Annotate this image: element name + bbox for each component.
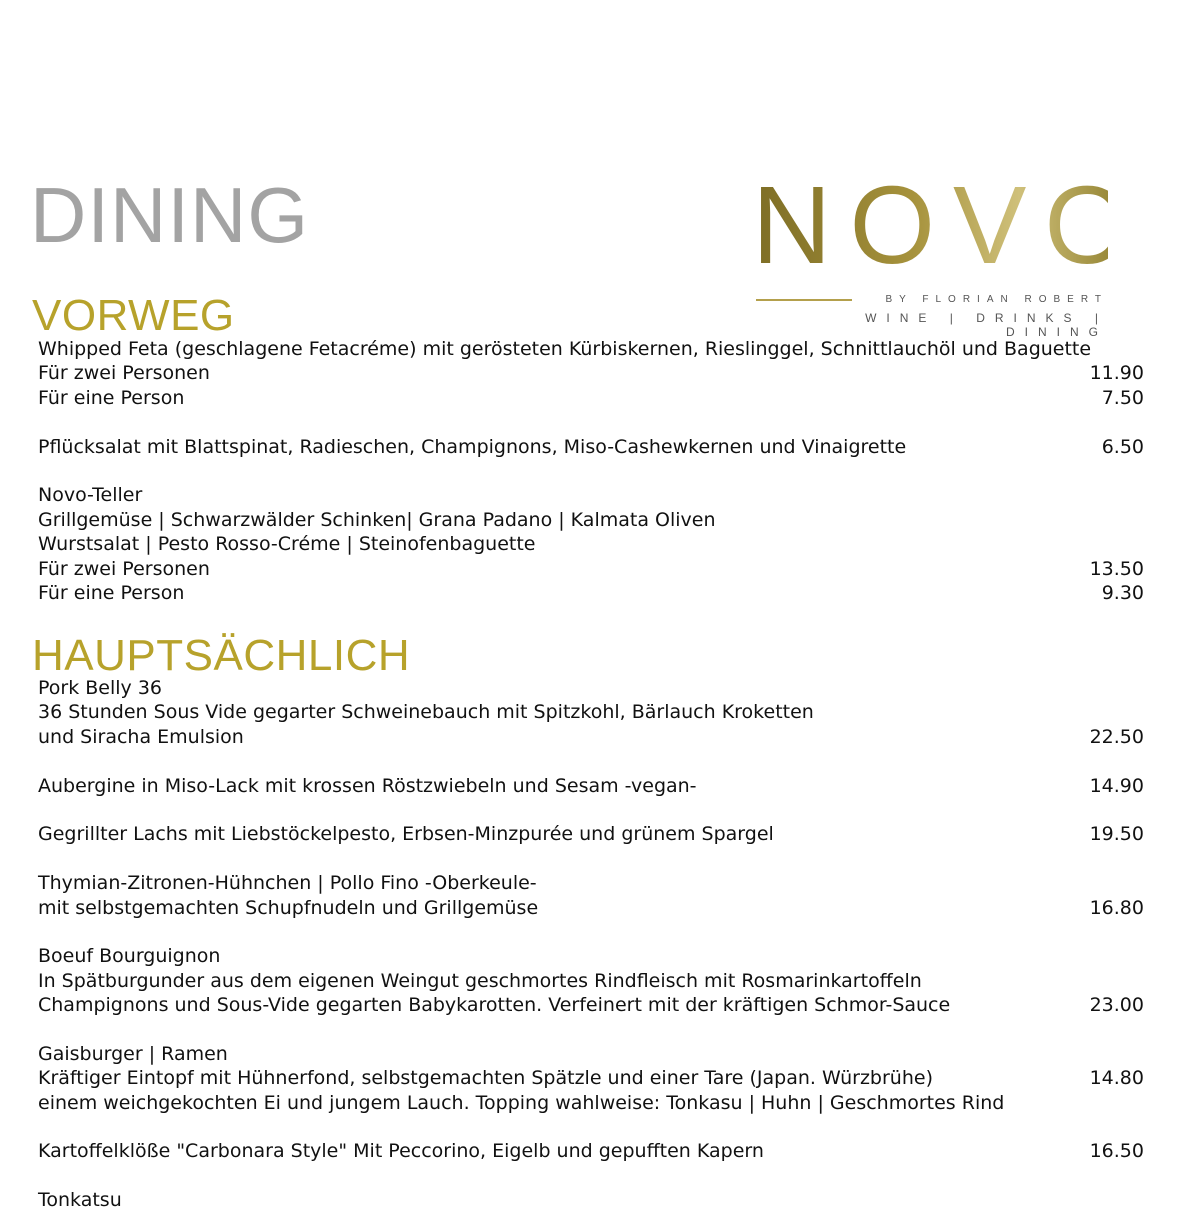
menu-price: 19.50: [1089, 823, 1144, 846]
menu-line-text: Für zwei Personen: [38, 362, 210, 385]
menu-price: 9.30: [1101, 581, 1144, 604]
logo-divider: [756, 299, 852, 301]
spacer: [38, 798, 1168, 822]
menu-line: [38, 944, 1168, 968]
menu-line-text: Kartoffelklöße "Carbonara Style" Mit Peccorino, Eigelb und gepufften Kapern: [38, 1140, 764, 1163]
menu-line-text: Für eine Person: [38, 386, 185, 409]
menu-price: 6.50: [1101, 435, 1144, 458]
novo-logo: [752, 164, 1148, 339]
menu-price: 11.90: [1089, 362, 1144, 385]
menu-line: [38, 532, 1168, 556]
menu-line: [38, 822, 1168, 846]
menu-line-text: und Siracha Emulsion: [38, 725, 244, 748]
menu-line: [38, 969, 1168, 993]
menu-line: [38, 993, 1168, 1017]
menu-line-text: Whipped Feta (geschlagene Fetacréme) mit gerösteten Kürbiskernen, Rieslinggel, Schnittlauchöl und Baguette: [38, 338, 1092, 360]
menu-price: 23.00: [1089, 994, 1144, 1017]
menu-line-text: Pflücksalat mit Blattspinat, Radieschen, Champignons, Miso-Cashewkernen und Vinaigrette: [38, 435, 907, 458]
menu-line-text: Pork Belly 36: [38, 677, 163, 699]
menu-line-text: Novo-Teller: [38, 484, 143, 507]
menu-list-hauptsaechlich: [38, 676, 1168, 1213]
logo-wordmark: NOVO: [752, 164, 1148, 287]
spacer: [38, 459, 1168, 483]
menu-line: [38, 1091, 1168, 1115]
menu-line-text: Thymian-Zitronen-Hühnchen | Pollo Fino -Oberkeule-: [38, 872, 537, 895]
menu-line-text: Grillgemüse | Schwarzwälder Schinken| Grana Padano | Kalmata Oliven: [38, 508, 716, 531]
menu-price: 14.90: [1089, 774, 1144, 797]
menu-list-vorweg: [38, 337, 1168, 605]
menu-line: [38, 337, 1168, 361]
logo-tagline: WINE | DRINKS | DINING: [865, 311, 1108, 339]
menu-line-text: Wurstsalat | Pesto Rosso-Créme | Steinofenbaguette: [38, 533, 536, 556]
spacer: [38, 847, 1168, 871]
spacer: [38, 1164, 1168, 1188]
menu-line: [38, 386, 1168, 410]
menu-line: [38, 361, 1168, 385]
menu-line: [38, 483, 1168, 507]
spacer: [38, 410, 1168, 434]
menu-price: 16.80: [1089, 896, 1144, 919]
menu-line-text: Champignons und Sous-Vide gegarten Babykarotten. Verfeinert mit der kräftigen Schmor-Sauce: [38, 994, 951, 1017]
menu-price: 7.50: [1101, 386, 1144, 409]
menu-line-text: Aubergine in Miso-Lack mit krossen Röstzwiebeln und Sesam -vegan-: [38, 774, 697, 797]
page-title: DINING: [30, 171, 309, 259]
menu-line: [38, 774, 1168, 798]
menu-line: [38, 700, 1168, 724]
menu-line-text: Gegrillter Lachs mit Liebstöckelpesto, Erbsen-Minzpurée und grünem Spargel: [38, 823, 774, 846]
menu-line: [38, 1139, 1168, 1163]
menu-price: 13.50: [1089, 557, 1144, 580]
menu-line-text: In Spätburgunder aus dem eigenen Weingut geschmortes Rindfleisch mit Rosmarinkartoffeln: [38, 969, 922, 992]
menu-line-text: Kräftiger Eintopf mit Hühnerfond, selbstgemachten Spätzle und einer Tare (Japan. Würzbrühe): [38, 1067, 933, 1090]
menu-line: [38, 508, 1168, 532]
section-heading-vorweg: VORWEG: [32, 291, 235, 340]
menu-line: [38, 896, 1168, 920]
menu-line: [38, 725, 1168, 749]
menu-price: 22.50: [1089, 725, 1144, 748]
spacer: [38, 920, 1168, 944]
logo-byline: BY FLORIAN ROBERT: [885, 294, 1108, 305]
section-heading-hauptsaechlich: HAUPTSÄCHLICH: [32, 631, 411, 680]
menu-line-text: 36 Stunden Sous Vide gegarter Schweinebauch mit Spitzkohl, Bärlauch Kroketten: [38, 701, 814, 724]
menu-line-text: Für eine Person: [38, 581, 185, 604]
menu-line: [38, 676, 1168, 700]
menu-line-text: Gaisburger | Ramen: [38, 1042, 228, 1065]
menu-price: 14.80: [1089, 1067, 1144, 1090]
menu-line: [38, 581, 1168, 605]
menu-line-text: mit selbstgemachten Schupfnudeln und Grillgemüse: [38, 896, 539, 919]
spacer: [38, 1017, 1168, 1041]
menu-price: 16.50: [1089, 1140, 1144, 1163]
spacer: [38, 1115, 1168, 1139]
menu-line: [38, 871, 1168, 895]
menu-line-text: einem weichgekochten Ei und jungem Lauch. Topping wahlweise: Tonkasu | Huhn | Geschmortes Rind: [38, 1091, 1005, 1114]
menu-line: [38, 1042, 1168, 1066]
menu-line: [38, 1188, 1168, 1212]
menu-line: [38, 435, 1168, 459]
menu-line-text: Boeuf Bourguignon: [38, 945, 221, 968]
menu-line: [38, 557, 1168, 581]
menu-line: [38, 1066, 1168, 1090]
spacer: [38, 749, 1168, 773]
menu-line-text: Tonkatsu: [38, 1189, 122, 1212]
menu-line-text: Für zwei Personen: [38, 557, 210, 580]
